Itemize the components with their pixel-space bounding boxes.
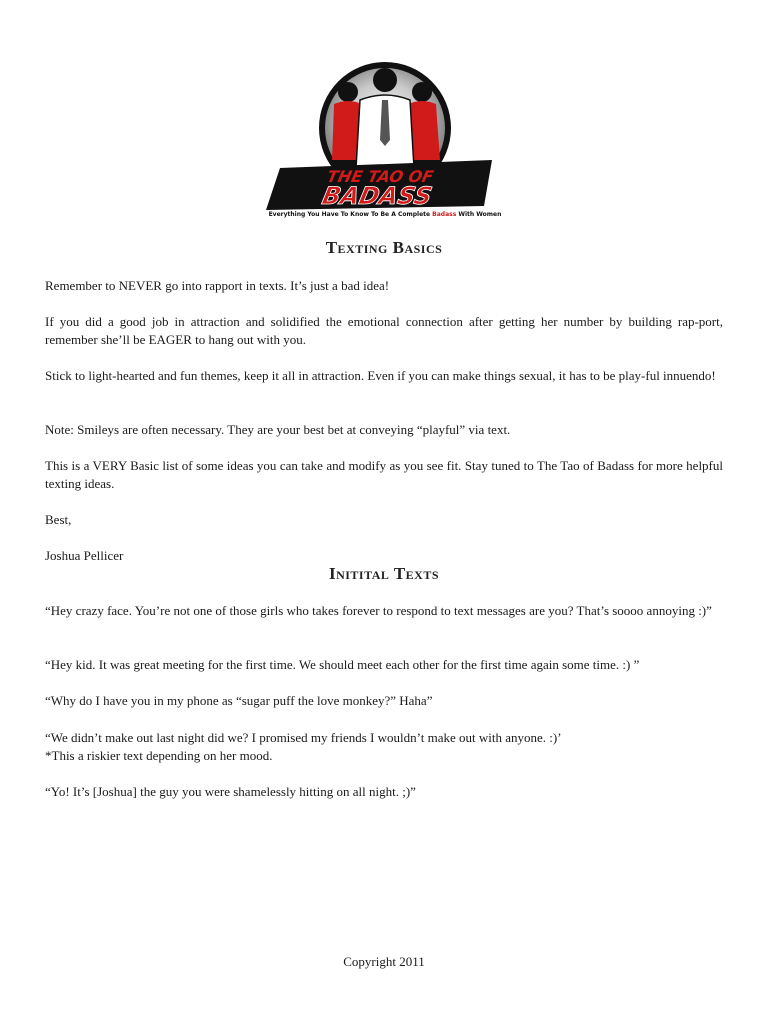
example-text: “Hey kid. It was great meeting for the first time. We should meet each other for the first time again some time. :) ”	[45, 657, 640, 672]
paragraph: This is a VERY Basic list of some ideas you can take and modify as you see fit. Stay tuned to The Tao of Badass for more helpful texting ideas.	[45, 458, 723, 491]
logo-title-line1: THE TAO OF	[325, 167, 436, 186]
copyright: Copyright 2011	[343, 954, 425, 969]
logo-title-line2: BADASS	[319, 181, 435, 210]
paragraph: Remember to NEVER go into rapport in texts. It’s just a bad idea!	[45, 278, 390, 293]
example-text: “Yo! It’s [Joshua] the guy you were shamelessly hitting on all night. ;)”	[45, 784, 416, 799]
logo-tagline-after: With Women	[456, 211, 502, 218]
logo-tagline-highlight: Badass	[432, 211, 457, 218]
paragraph: Note: Smileys are often necessary. They are your best bet at conveying “playful” via text.	[45, 422, 511, 437]
section-heading-texting-basics: Texting Basics	[325, 238, 443, 257]
example-text-note: *This a riskier text depending on her mood.	[45, 748, 273, 763]
section-heading-initial-texts: Initital Texts	[328, 564, 440, 583]
example-text: “Why do I have you in my phone as “sugar puff the love monkey?” Haha”	[45, 693, 433, 708]
sign-off: Best,	[45, 512, 72, 527]
example-text: “We didn’t make out last night did we? I promised my friends I wouldn’t make out with anyone. :)’	[45, 730, 562, 745]
tao-of-badass-logo	[262, 60, 508, 220]
logo-tagline-before: Everything You Have To Know To Be A Complete	[268, 211, 433, 218]
svg-text:Everything You Have To Know To	[269, 211, 502, 218]
paragraph: If you did a good job in attraction and solidified the emotional connection after getting her number by building rap-port, remember she’ll be EAGER to hang out with you.	[45, 314, 723, 347]
author-name: Joshua Pellicer	[45, 548, 124, 563]
paragraph: Stick to light-hearted and fun themes, keep it all in attraction. Even if you can make things sexual, it has to be play-ful innuendo!	[45, 368, 716, 383]
example-text: “Hey crazy face. You’re not one of those girls who takes forever to respond to text messages are you? That’s soooo annoying :)”	[45, 603, 712, 618]
